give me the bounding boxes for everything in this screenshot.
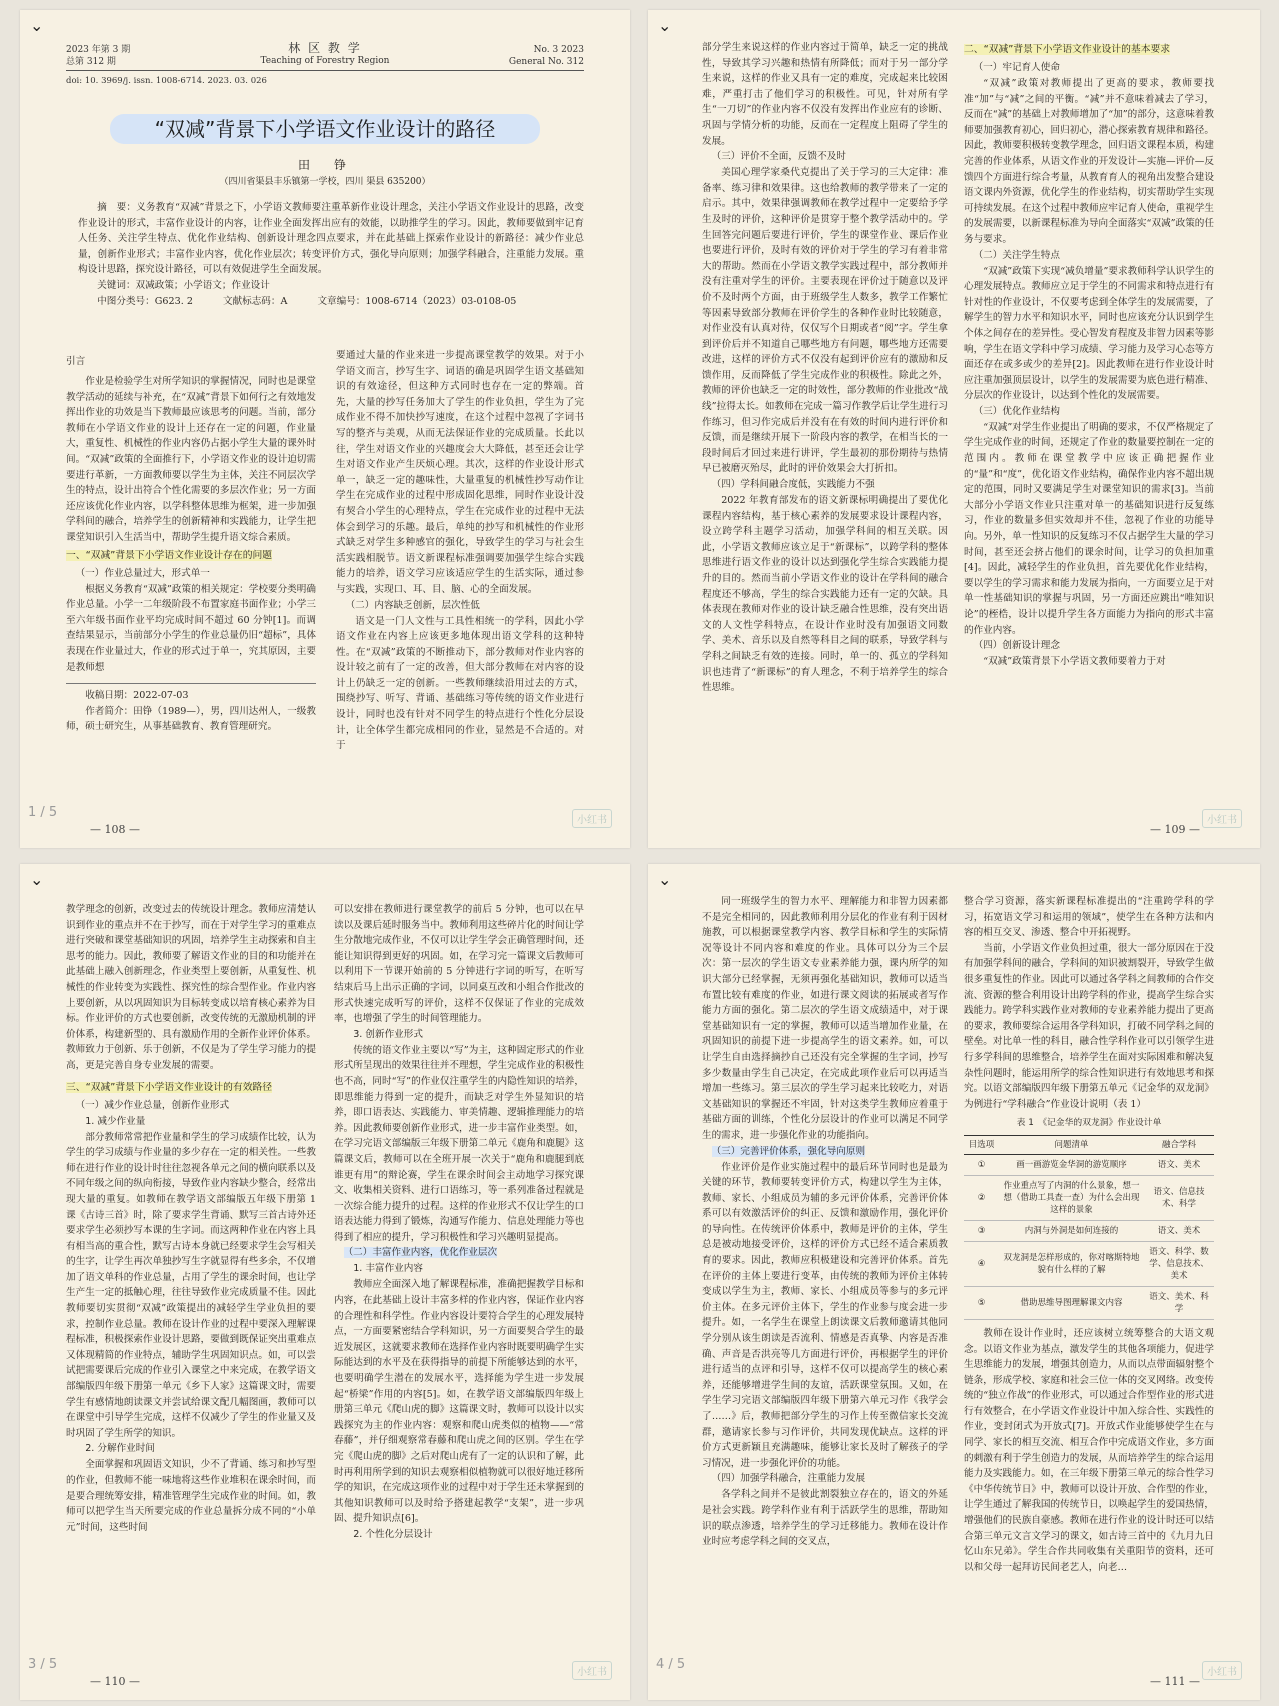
watermark: 小红书 bbox=[572, 809, 612, 828]
paragraph: 各学科之间并不是彼此割裂独立存在的，语文的外延是社会实践。跨学科作业有利于活跃学生的思维，帮助知识的联点渗透，培养学生的学习迁移能力。教师在设计作业时应考虑学科之间的交叉点， bbox=[702, 1489, 948, 1548]
paragraph: 语文是一门人文性与工具性相统一的学科，因此小学语文作业在内容上应该更多地体现出语文学科的这种特性。在“双减”政策的不断推动下，部分教师对作业内容的设计较之前有了一定的改善，但大部分教师在对内容的设计上仍缺乏一定的创新。一些教师继续沿用过去的方式，围绕抄写、听写、背诵、基础练习等传统的语文作业进行设计，同时也没有针对不同学生的特点进行个性化分层设计，让全体学生都完成相同的作业，显然是不合适的。对于 bbox=[336, 615, 584, 752]
intro-heading: 引言 bbox=[66, 356, 86, 367]
table-row bbox=[964, 1220, 1214, 1241]
section2-3-heading: （三）优化作业结构 bbox=[973, 405, 1060, 417]
section3-2-2-heading: 2. 个性化分层设计 bbox=[353, 1528, 433, 1540]
section3-4-continued bbox=[964, 894, 1214, 1112]
section3-3-heading: （三）完善评价体系，强化导向原则 bbox=[711, 1145, 866, 1157]
received-date: 收稿日期：2022-07-03 bbox=[85, 690, 189, 702]
table-cell: 语文、美术 bbox=[1144, 1154, 1214, 1175]
table-cell: ③ bbox=[964, 1220, 999, 1241]
table-cell: ② bbox=[964, 1175, 999, 1220]
table-cell: ④ bbox=[964, 1241, 999, 1286]
issue-year: 2023 年第 3 期 bbox=[66, 45, 131, 55]
collapse-toggle-icon[interactable]: ⌄ bbox=[30, 16, 44, 35]
paragraph: 整合学习资源，落实新课程标准提出的“注重跨学科的学习，拓宽语文学习和运用的领域”，使学生在各种方法和内容的相互交叉、渗透、整合中开拓视野。 bbox=[964, 896, 1214, 939]
section3-3-paragraphs bbox=[702, 1160, 948, 1472]
section1-1-continued bbox=[336, 348, 584, 598]
paragraph: “双减”政策对教师提出了更高的要求，教师要找准“加”与“减”之间的平衡。“减”并不意味着减去了学习，反而在“减”的基础上对教师增加了“加”的部分，这意味着教师要加强教育初心，回归初心，潜心探索教育规律和路径。因此，教师要积极转变教学理念，回归语文课程本质，构建完善的作业体系，从语文作业的开发设计—实施—评价—反馈四个方面进行综合考量，从教育育人的视角出发整合建设语文课内外资源，优化学生的作业结构，切实帮助学生实现可持续发展。在这个过程中教师应牢记育人使命，重视学生的发展需要，以新课程标准为导向全面落实“双减”政策的任务与要求。 bbox=[964, 78, 1214, 245]
paragraph: 部分学生来说这样的作业内容过于简单，缺乏一定的挑战性，导致其学习兴趣和热情有所降低；而对于另一部分学生来说，这样的作业又具有一定的难度，完成起来比较困难，严重打击了他们学习的积极性。可见，针对所有学生“一刀切”的作业内容不仅没有发挥出作业应有的诊断、巩固与学情分析的功能，反而在一定程度上阻碍了学生的发展。 bbox=[702, 42, 948, 147]
section2-heading: 二、“双减”背景下小学语文作业设计的基本要求 bbox=[964, 44, 1171, 55]
section1-3-paragraphs bbox=[702, 165, 948, 477]
section2-2-paragraphs bbox=[964, 264, 1214, 404]
paragraph: “双减”政策背景下小学语文教师要着力于对 bbox=[983, 656, 1166, 668]
section3-2-1-heading: 1. 丰富作业内容 bbox=[353, 1263, 423, 1275]
page3-left-column bbox=[66, 902, 316, 1535]
document-page-1 bbox=[20, 10, 630, 848]
section3-2-2-paragraphs bbox=[702, 894, 948, 1144]
article-number: 文章编号：1008-6714（2023）03-0108-05 bbox=[317, 295, 517, 307]
section3-1-2-continued bbox=[334, 902, 584, 1027]
document-page-3 bbox=[20, 864, 630, 1700]
section2-4-paragraphs bbox=[964, 654, 1214, 670]
table-caption: 表 1 《记金华的双龙洞》作业设计单 bbox=[1016, 1118, 1162, 1129]
paragraph: 教师在设计作业时，还应该树立统筹整合的大语文观念。以语文作业为基点，激发学生的其他各项能力，促进学生思维能力的发展，增强其创造力，从而以点带面辐射整个链条，形成学校、家庭和社会三位一体的交叉网络。改变传统的“独立作战”的作业形式，可以通过合作型作业的形式进行有效整合，在小学语文作业设计中加入综合性、实践性的作业，变封闭式为开放式[7]。开放式作业能够使学生在与同学、家长的相互交流、相互合作中完成语文作业，多方面的刺激有利于学生创造力的发展，从而培养学生的综合运用能力及实践能力。如，在三年级下册第三单元的综合性学习《中华传统节日》中，教师可以设计开放、合作型的作业，让学生通过了解我国的传统节日，以唤起学生的爱国热情，增强他们的民族自豪感。教师在进行作业的设计时还可以结合第三单元文言文学习的课文，如古诗三首中的《九月九日忆山东兄弟》。学生合作共同收集有关重阳节的资料，还可以和父母一起拜访民间老艺人，向老… bbox=[964, 1327, 1214, 1573]
table-body bbox=[964, 1154, 1214, 1319]
paragraph: 作业是检验学生对所学知识的掌握情况，同时也是课堂教学活动的延续与补充，在“双减”背景下如何行之有效地发挥出作业的功效是当下教师最应该思考的问题。当前，部分教师在小学语文作业的设计上还存在一定的问题，作业量大，重复性、机械性的作业内容仍占据小学生大量的课外时间。“双减”政策的全面推行下，小学语文作业的设计迫切需要进行革新，一方面教师要以学生为主体，关注不同层次学生的特点，设计出符合个性化需要的多层次作业；另一方面还应该优化作业内容，以学科整体思维为框架，进一步加强学科间的融合，培养学生的创新精神和实践能力，让学生把课堂知识引入生活当中，帮助学生提升语文综合素质。 bbox=[66, 376, 316, 543]
table-cell: 语文、信息技术、科学 bbox=[1144, 1175, 1214, 1220]
paragraph: 部分教师常常把作业量和学生的学习成绩作比较，认为学生的学习成绩与作业量的多少存在一定的相关性。一些教师在进行作业的设计时往往忽视各单元之间的横向联系以及不同年级之间的纵向衔接，导致作业内容缺少整合，经常出现大量的重复。如教师在教学语文部编版五年级下册第 1 课《古诗三首》时，除了要求学生背诵、默写三首古诗外还要求学生必须抄写本课的生字词。而这两种作业在内容上具有相当高的重合性，默写古诗本身就已经要求学生会写相关的生字，让学生再次单独抄写生字就显得有些多余，不仅增加了语文单科的作业总量，占用了学生的课余时间，也让学生产生一定的抵触心理，往往导致作业完成质量不佳。因此教师要切实贯彻“双减”政策提出的减轻学生学业负担的要求，控制作业总量。教师在设计作业的过程中要深入理解课程标准，积极探索作业设计思路，要做到既保证突出重难点又体现精简的作业特点，辅助学生巩固知识点。如，可以尝试把需要课后完成的作业引入课堂之中来完成，在教学语文部编版四年级下册第一单元《乡下人家》这篇课文时，需要学生有感情地朗读课文并尝试给课文配几幅图画，教师可以在课堂中引导学生完成，这样不仅减少了学生的作业量又及时巩固了学生所学的知识。 bbox=[66, 1131, 316, 1439]
section1-2-paragraphs bbox=[336, 614, 584, 754]
paragraph: 当前，小学语文作业负担过重，很大一部分原因在于没有加强学科间的融合，学科间的知识被割裂开，导致学生做很多重复性的作业。因此可以通过各学科之间教师的合作交流、资源的整合利用设计出跨学科的作业，提高学生综合实践能力。跨学科实践作业对教师的专业素养能力提出了更高的要求，教师要综合运用各学科知识，打破不同学科之间的壁垒。对比单一性的科目，融合性学科作业可以引领学生进行多学科间的思维整合，培养学生在面对实际困难和解决复杂性问题时，能运用所学的综合性知识进行有效地思考和探究。以语文部编版四年级下册第五单元《记金华的双龙洞》为例进行“学科融合”作业设计说明（表 1） bbox=[964, 942, 1214, 1110]
page-indicator: 4 / 5 bbox=[656, 1657, 686, 1672]
document-page-2 bbox=[648, 10, 1260, 848]
table-cell: ⑤ bbox=[964, 1286, 999, 1319]
table-cell: 画一画游览金华洞的游览顺序 bbox=[999, 1154, 1144, 1175]
doi: doi: 10. 3969/j. issn. 1008-6714. 2023. 03. 026 bbox=[66, 76, 267, 86]
page-number: — 109 — bbox=[1150, 823, 1200, 836]
affiliation: （四川省渠县丰乐镇第一学校，四川 渠县 635200） bbox=[219, 177, 431, 187]
section2-2-heading: （二）关注学生特点 bbox=[973, 249, 1060, 261]
issue-general: General No. 312 bbox=[508, 57, 584, 67]
section2-1-paragraphs bbox=[964, 76, 1214, 248]
page4-right-column bbox=[964, 894, 1214, 1575]
section3-2-1-paragraphs bbox=[334, 1277, 584, 1527]
collapse-toggle-icon[interactable]: ⌄ bbox=[658, 870, 672, 889]
watermark: 小红书 bbox=[1202, 809, 1242, 828]
section3-1-1-paragraphs bbox=[66, 1130, 316, 1442]
section3-1-2-paragraphs bbox=[66, 1457, 316, 1535]
watermark: 小红书 bbox=[1202, 1661, 1242, 1680]
section2-1-heading: （一）牢记育人使命 bbox=[973, 62, 1060, 73]
section1-4-heading: （四）学科间融合度低，实践能力不强 bbox=[711, 479, 875, 491]
page3-right-column bbox=[334, 902, 584, 1543]
page2-left-column bbox=[702, 40, 948, 696]
author: 田 铮 bbox=[297, 158, 352, 172]
keywords: 关键词：双减政策；小学语文；作业设计 bbox=[97, 279, 270, 291]
paragraph: 全面掌握和巩固语文知识，少不了背诵、练习和抄写型的作业，但教师不能一味地将这些作业堆积在课余时间，而是要合理统筹安排，精准管理学生完成作业的时间。如，教师可以把学生当天所要完成的作业总量拆分成不同的“小单元”时间，这些时间 bbox=[66, 1459, 316, 1533]
watermark: 小红书 bbox=[572, 1661, 612, 1680]
page1-right-column bbox=[336, 348, 584, 754]
section3-1-3-paragraphs bbox=[334, 1043, 584, 1246]
paragraph: 2022 年教育部发布的语文新课标明确提出了要优化课程内容结构，基于核心素养的发展要求设计课程内容，设立跨学科主题学习活动，加强学科间的相互关联。因此，小学语文教师应该立足于“新课标”，以跨学科的整体思维进行语文作业的设计以达到强化学生综合实践能力提升的目的。然而当前小学语文作业的设计在学科间的融合程度还不够高，学生的综合实践能力还有一定的欠缺。具体表现在教师对作业的设计缺乏融合性思维，没有突出语文的人文性学科特点，在设计作业时没有加强语文同数学、美术、音乐以及自然等科目之间的联系，导致学科与学科之间缺乏有效的连接。同时，单一的、孤立的学科知识也违背了“新课标”的育人理念，不利于培养学生的综合性思维。 bbox=[702, 495, 948, 694]
table-row bbox=[964, 1154, 1214, 1175]
clc-number: 中图分类号：G623. 2 bbox=[97, 295, 193, 307]
section3-1-heading: （一）减少作业总量，创新作业形式 bbox=[75, 1099, 230, 1111]
abstract-block bbox=[78, 200, 584, 309]
paragraph: 作业评价是作业实施过程中的最后环节同时也是最为关键的环节，教师要转变评价方式，构建以学生为主体，教师、家长、小组成员为辅的多元评价体系，完善评价体系可以有效激活评价的纠正、反馈和激励作用，强化评价的导向性。在传统评价体系中，教师是评价的主体，学生总是被动地接受评价，这样的评价方式已经不适合素质教育的要求。因此，教师应积极建设和完善评价体系。首先在评价的主体上要进行变革，由传统的教师为评价主体转变成以学生为主，教师、家长、小组成员等参与的多元评价主体。在多元评价主体下，学生的作业参与度会进一步提升。如，一名学生在课堂上朗读课文后教师邀请其他同学分别从该生朗读是否流利、情感是否真挚、内容是否准确、声音是否洪亮等几方面进行评价，再根据学生的评价进行适当的点评和引导，这样不仅可以提高学生的核心素养，还能够增进学生间的友谊，活跃课堂氛围。又如，在学生学习完语文部编版四年级下册第六单元习作《我学会了……》后，教师把部分学生的习作上传至微信家长交流群，邀请家长参与习作评价，共同发现优缺点。这样的评价方式更新颖且充满趣味，能够让家长及时了解孩子的学习情况，进一步强化评价的功能。 bbox=[702, 1161, 948, 1469]
paragraph: 教师应全面深入地了解课程标准，准确把握教学目标和内容，在此基础上设计丰富多样的作业内容，保证作业内容的合理性和科学性。作业内容设计要符合学生的心理发展特点，一方面要紧密结合学科知识，另一方面要契合学生的最近发展区，这就要求教师在选择作业内容时既要明确学生实际能达到的水平及在获得指导的前提下所能够达到的水平，也要明确学生潜在的发展水平，选择能为学生进一步发展起“桥梁”作用的内容[5]。如，在教学语文部编版四年级上册第三单元《爬山虎的脚》这篇课文时，教师可以设计以实践探究为主的作业内容：观察和爬山虎类似的植物——“常春藤”，并仔细观察常春藤和爬山虎之间的区别。学生在学完《爬山虎的脚》之后对爬山虎有了一定的认识和了解，此时再利用所学到的知识去观察相似植物就可以很好地迁移所学的知识，在完成这项作业的过程中对于学生还未掌握到的其他知识教师可以及时给予搭建起教学“支架”，进一步巩固、提升知识点[6]。 bbox=[334, 1279, 584, 1525]
section3-1-1-heading: 1. 减少作业量 bbox=[85, 1115, 146, 1127]
abstract: 摘 要：义务教育“双减”背景之下，小学语文教师要注重革新作业设计理念，关注小学语文作业设计的思路，改变作业设计的形式，丰富作业设计的内容，让作业全面发挥出应有的效能，以助推学生的学习。因此，教师要做到牢记育人任务、关注学生特点、优化作业结构、创新设计理念四点要求，并在此基础上探索作业设计的新路径：减少作业总量，创新作业形式；丰富作业内容，优化作业层次；转变评价方式，强化导向原则；加强学科融合，注重能力发展。重构设计思路，探究设计路径，可以有效促进学生全面发展。 bbox=[78, 202, 584, 276]
table-header-cell: 问题清单 bbox=[999, 1135, 1144, 1154]
section2-3-paragraphs bbox=[964, 420, 1214, 638]
table-cell: 双龙洞是怎样形成的，你对喀斯特地貌有什么样的了解 bbox=[999, 1241, 1144, 1286]
table-header-cell: 融合学科 bbox=[1144, 1135, 1214, 1154]
document-code: 文献标志码：A bbox=[222, 295, 288, 307]
section1-3-heading: （三）评价不全面，反馈不及时 bbox=[711, 151, 846, 163]
page-indicator: 3 / 5 bbox=[28, 1657, 58, 1672]
page-number: — 110 — bbox=[90, 1675, 140, 1688]
table-cell: 借助思维导图理解课文内容 bbox=[999, 1286, 1144, 1319]
section3-2-heading: （二）丰富作业内容，优化作业层次 bbox=[343, 1247, 498, 1259]
section3-1-3-heading: 3. 创新作业形式 bbox=[353, 1028, 423, 1040]
section3-1-2-heading: 2. 分解作业时间 bbox=[85, 1443, 155, 1455]
paragraph: 传统的语文作业主要以“写”为主，这种固定形式的作业形式所呈现出的效果往往并不理想，学生完成作业的积极性也不高，同时“写”的作业仅注重学生的内隐性知识的培养，即思维能力得到一定的提升，而缺乏对学生外显知识的培养，即口语表达、实践能力、审美情趣、逻辑推理能力的培养。因此教师要创新作业形式，进一步丰富作业类型。如，在学习完语文部编版三年级下册第二单元《鹿角和鹿腿》这篇课文后，教师可以在全班开展一次关于“鹿角和鹿腿到底谁更有用”的辩论赛，学生在课余时间会主动地学习探究课文、收集相关资料、进行口语练习，等一系列准备过程就是一次综合能力提升的过程。这样的作业形式不仅让学生的口语表达能力得到了锻炼，沟通写作能力、信息处理能力等也得到了相应的提升，学习积极性和学习兴趣明显提高。 bbox=[334, 1044, 584, 1243]
journal-name-en: Teaching of Forestry Region bbox=[260, 56, 390, 66]
journal-name: 林 区 教 学 bbox=[288, 41, 362, 55]
article-title: “双减”背景下小学语文作业设计的路径 bbox=[110, 114, 540, 144]
page-number: — 111 — bbox=[1150, 1675, 1200, 1688]
table-cell: 内洞与外洞是如何连接的 bbox=[999, 1220, 1144, 1241]
table-cell: 语文、美术、科学 bbox=[1144, 1286, 1214, 1319]
page-indicator: 1 / 5 bbox=[28, 805, 58, 820]
issue-number: No. 3 2023 bbox=[533, 45, 584, 55]
table-header-cell: 目选项 bbox=[964, 1135, 999, 1154]
collapse-toggle-icon[interactable]: ⌄ bbox=[658, 16, 672, 35]
table-row bbox=[964, 1286, 1214, 1319]
table-cell: 语文、美术 bbox=[1144, 1220, 1214, 1241]
section3-4-heading: （四）加强学科融合，注重能力发展 bbox=[711, 1473, 866, 1485]
section1-1-heading: （一）作业总量过大，形式单一 bbox=[75, 567, 210, 579]
document-page-4 bbox=[648, 864, 1260, 1700]
paragraph: “双减”对学生作业提出了明确的要求，不仅严格规定了学生完成作业的时间，还规定了作业的数量要控制在一定的范围内。教师在课堂教学中应该正确把握作业的“量”和“度”，优化语文作业结构，确保作业内容不超出规定的范围，同时又要满足学生对课堂知识的需求[3]。当前大部分小学语文作业只注重对单一的基础知识进行反复练习，作业的数量多但实效却并不佳，忽视了作业的功能导向。另外，单一性知识的反复练习不仅占据学生大量的学习时间，甚至还会挤占他们的课余时间，让学习的负担加重[4]。因此，减轻学生的作业负担，首先要优化作业结构，要以学生的学习需求和能力发展为指向，一方面要立足于对单一性基础知识的掌握与巩固，另一方面还应跳出“唯知识论”的桎梏，设计以提升学生各方面能力为指向的形式丰富的作业内容。 bbox=[964, 421, 1214, 636]
section3-heading: 三、“双减”背景下小学语文作业设计的有效路径 bbox=[66, 1081, 273, 1093]
collapse-toggle-icon[interactable]: ⌄ bbox=[30, 870, 44, 889]
table-row bbox=[964, 1241, 1214, 1286]
table-row bbox=[964, 1175, 1214, 1220]
journal-header bbox=[66, 40, 584, 71]
page2-right-column bbox=[964, 40, 1214, 670]
paragraph: 同一班级学生的智力水平、理解能力和非智力因素都不是完全相同的，因此教师利用分层化的作业有利于因材施教，可以根据课堂教学内容、教学目标和学生的实际情况等设计不同内容和难度的作业。具体可以分为三个层次：第一层次的学生语文专业素养能力强，课内所学的知识大部分已经掌握，无须再强化基础知识，教师可以适当布置比较有难度的作业，如进行课文阅读的拓展或者写作能力方面的强化。第二层次的学生语文成绩适中，对于课堂基础知识有一定的掌握，教师可以适当增加作业量，在巩固知识的前提下进一步提高学生的语文素养。如，可以让学生自由选择摘抄自己还没有完全掌握的生字词，抄写多少数量由学生自己决定，在完成此项作业后可以再适当增加一些练习。第三层次的学生学习起来比较吃力，对语文基础知识的掌握还不牢固，针对这类学生教师应着重于基础方面的训练，个性化分层设计的作业可以满足不同学生的需求，进一步强化作业的功能指向。 bbox=[702, 896, 948, 1141]
table-cell: ① bbox=[964, 1154, 999, 1175]
author-bio: 作者简介：田铮（1989—），男，四川达州人，一级教师，硕士研究生，从事基础教育、教育管理研究。 bbox=[66, 705, 316, 733]
paragraph: 要通过大量的作业来进一步提高课堂教学的效果。对于小学语文而言，抄写生字、词语的确是巩固学生语文基础知识的有效途径，但这种方式同时也存在一定的弊端。首先，大量的抄写任务加大了学生的作业负担，学生为了完成作业不得不加快抄写速度，在这个过程中忽视了字词书写的整齐与美观，从而无法保证作业的完成质量。长此以往，学生对语文作业的兴趣度会大大降低，甚至还会让学生对语文作业产生厌烦心理。其次，这样的作业设计形式单一，缺乏一定的趣味性，大量重复的机械性抄写动作让学生在完成作业的过程中形成固化思维，同时作业设计没有契合小学生的心理特点，学生在完成作业的过程中无法体会到学习的乐趣。最后，单纯的抄写和机械性的作业形式缺乏对学生多种感官的强化，导致学生的学习与社会生活实践相脱节。语文新课程标准强调要加强学生综合实践能力的培养，语文学习应该适应学生的生活实际，通过参与实践，实现口、耳、目、脑、心的全面发展。 bbox=[336, 350, 584, 595]
paragraph: 根据义务教育“双减”政策的相关规定：学校要分类明确作业总量。小学一二年级阶段不布置家庭书面作业；小学三至六年级书面作业平均完成时间不超过 60 分钟[1]。而调查结果显示，当前部分小学生的作业总量仍旧“超标”，具体表现在作业量过大，作业的形式过于单一，究其原因，主要是教师想 bbox=[66, 583, 316, 673]
intro-paragraphs bbox=[66, 374, 316, 546]
section1-4-paragraphs bbox=[702, 493, 948, 696]
section1-2-continued bbox=[702, 40, 948, 149]
paragraph: 美国心理学家桑代克提出了关于学习的三大定律：准备率、练习律和效果律。这也给教师的教学带来了一定的启示。其中，效果律强调教师在教学过程中一定要给予学生及时的评价，这种评价是贯穿于整个教学活动中的。学生回答完问题后要进行评价，学生的课堂作业、课后作业也要进行评价，及时有效的评价对于学生的学习有着非常大的帮助。然而在小学语文教学实践过程中，部分教师并没有注重对学生的评价。主要表现在评价过于随意以及评价不及时两个方面，由于班级学生人数多，教学工作繁忙等因素导致部分教师在评价学生的各种作业时比较随意，对作业没有认真对待，仅仅写个日期或者“阅”字。学生拿到评价后并不知道自己哪些地方有问题，哪些地方还需要改进，这样的评价方式不仅没有起到评价应有的激励和反馈作用，反而降低了学生完成作业的积极性。除此之外，教师的评价也缺乏一定的时效性，部分教师的作业批改“战线”拉得太长。如教师在完成一篇习作教学后让学生进行习作练习，但习作完成后并没有在有效的时间内进行评价和反馈，而是继续开展下一阶段内容的教学，在相当长的一段时间后才回过来进行讲评，学生最初的那份期待与热情早已被磨灭殆尽，此时的评价效果会大打折扣。 bbox=[702, 167, 948, 475]
footnote bbox=[66, 683, 316, 735]
section2-4-heading: （四）创新设计理念 bbox=[973, 640, 1060, 652]
section2-4-continued bbox=[66, 902, 316, 1074]
page4-left-column bbox=[702, 894, 948, 1550]
section1-2-heading: （二）内容缺乏创新，层次性低 bbox=[345, 599, 480, 611]
section1-1-paragraphs bbox=[66, 582, 316, 676]
paragraph: 可以安排在教师进行课堂教学的前后 5 分钟，也可以在早读以及课后延时服务当中。教师利用这些碎片化的时间让学生分散地完成作业，不仅可以让学生学会正确管理时间，还能让知识得到更好的巩固。如，在学习完一篇课文后教师可以利用下一节课开始前的 5 分钟进行字词的听写，在听写结束后马上出示正确的字词，以同桌互改和小组合作批改的形式快速完成听写的评价，这样不仅保证了作业的完成效率，也增强了学生的时间管理能力。 bbox=[334, 904, 584, 1025]
section3-4-paragraphs bbox=[702, 1487, 948, 1549]
assignment-design-table bbox=[964, 1135, 1214, 1320]
paragraph: “双减”政策下实现“减负增量”要求教师科学认识学生的心理发展特点。教师应立足于学生的不同需求和特点进行有针对性的作业设计，不仅要考虑到全体学生的发展需要，了解学生的智力水平和知识水平，同时也应该充分认识到学生个体之间存在的差异性。受心智发育程度及非智力因素等影响，学生在语文学科中学习成绩、学习能力及学习心态等方面还存在或多或少的差异[2]。因此教师在进行作业设计时应注重加强顶层设计，以学生的发展需要为底色进行精准、分层次的作业设计，以达到个性化的发展需要。 bbox=[964, 265, 1214, 402]
section3-4-paragraphs-2 bbox=[964, 1326, 1214, 1576]
table-header-row bbox=[964, 1135, 1214, 1154]
table-cell: 语文、科学、数学、信息技术、美术 bbox=[1144, 1241, 1214, 1286]
issue-total: 总第 312 期 bbox=[66, 57, 116, 67]
table-cell: 作业重点写了内洞的什么景象，想一想（借助工具查一查）为什么会出现这样的景象 bbox=[999, 1175, 1144, 1220]
paragraph: 教学理念的创新，改变过去的传统设计理念。教师应清楚认识到作业的重点并不在于抄写，而在于对学生学习的重难点进行突破和课堂基础知识的巩固，培养学生主动探索和自主思考的能力。因此，教师要了解语文作业的目的和功能并在此基础上融入创新理念，作业类型上要创新，从重复性、机械性的作业转变为实践性、探究性的综合型作业。作业内容上要创新，从以巩固知识为目标转变成以培育核心素养为目标。作业评价的方式也要创新，改变传统的无激励机制的评价体系，构建新型的、具有激励作用的全新作业评价体系。教师致力于创新、乐于创新，不仅是为了学生学习能力的提高，更是完善自身专业发展的需要。 bbox=[66, 904, 316, 1071]
classification-line bbox=[78, 294, 584, 310]
section1-heading: 一、“双减”背景下小学语文作业设计存在的问题 bbox=[66, 549, 273, 561]
page-number: — 108 — bbox=[90, 823, 140, 836]
page1-left-column bbox=[66, 354, 316, 735]
